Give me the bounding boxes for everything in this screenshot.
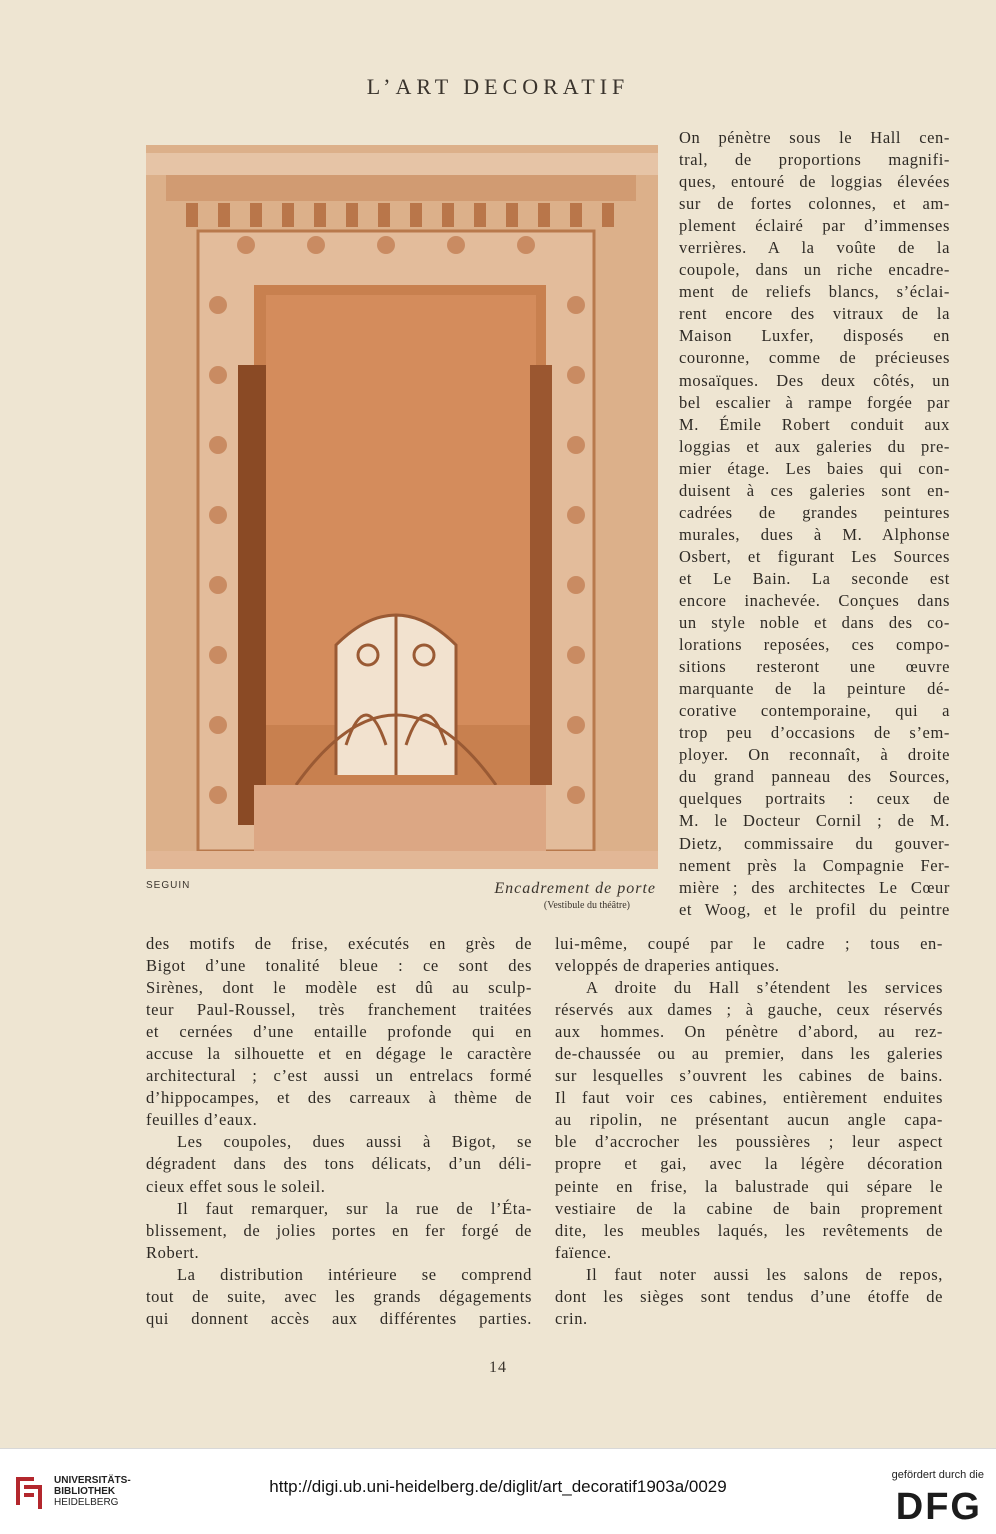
permalink-url[interactable]: http://digi.ub.uni-heidelberg.de/diglit/art_decoratif1903a/0029 [269,1477,727,1496]
text-line: A droite du Hall s’étendent les services [586,978,943,998]
text-line: tout de suite, avec les grands dégagements [146,1286,532,1306]
text-line: dite, les meubles laqués, les revêtements de [555,1220,943,1240]
text-line: bel escalier à rampe forgée par [679,392,950,412]
text-line: architectural ; c’est aussi un entrelacs formé [146,1066,532,1086]
text-line: coupole, dans un riche encadre- [679,260,950,280]
text-line: vestiaire de la cabine de bain proprement [555,1198,943,1218]
text-line: des motifs de frise, exécutés en grès de [146,934,532,953]
running-head: L’ART DECORATIF [366,74,630,99]
text-line: de-chaussée ou au premier, dans les galeries [555,1044,943,1064]
door-frame-illustration [146,145,658,869]
text-line: duisent à ces galeries sont en- [679,480,950,500]
text-line: M. Émile Robert conduit aux [679,414,950,434]
library-name-line: UNIVERSITÄTS- [54,1475,131,1486]
text-line: crin. [555,1308,588,1328]
text-line: ment de reliefs blancs, s’éclai- [679,282,950,302]
text-line: Il faut voir ces cabines, entièrement enduites [555,1088,943,1108]
text-line: murales, dues à M. Alphonse [679,524,950,544]
text-line: corative contemporaine, qui a [679,701,950,721]
text-line: lui-même, coupé par le cadre ; tous en- [555,934,943,953]
text-line: Robert. [146,1242,200,1262]
text-line: et cernées d’une entaille profonde qui en [146,1022,532,1042]
text-line: nement près la Compagnie Fer- [679,855,950,875]
text-line: qui donnent accès aux différentes parties. [146,1308,532,1328]
library-name-line: BIBLIOTHEK [54,1486,116,1497]
text-line: mière ; des architectes Le Cœur [679,877,950,897]
text-line: un style noble et dans des co- [679,613,950,633]
text-line: aux hommes. On pénètre d’abord, au rez- [555,1022,943,1042]
text-line: cadrées de grandes peintures [679,502,950,522]
text-line: faïence. [555,1242,612,1262]
text-line: On pénètre sous le Hall cen- [679,128,950,147]
text-line: mosaïques. Des deux côtés, un [679,370,950,390]
text-line: couronne, comme de précieuses [679,348,950,368]
text-line: blissement, de jolies portes en fer forgé de [146,1220,532,1240]
text-line: encore inachevée. Conçues dans [679,590,950,610]
text-line: tral, de proportions magnifi- [679,150,950,170]
text-line: Sirènes, dont le modèle est dû au sculp- [146,978,532,998]
text-line: ployer. On reconnaît, à droite [679,745,950,765]
text-line: Maison Luxfer, disposés en [679,326,950,346]
text-column-right-bottom [555,933,943,1330]
text-line: dégradent dans des tons délicats, d’un déli- [146,1154,532,1174]
text-line: Il faut remarquer, sur la rue de l’Éta- [177,1198,532,1218]
text-line: Il faut noter aussi les salons de repos, [586,1264,943,1284]
figure-caption-subtitle: (Vestibule du théâtre) [543,900,630,911]
text-line: M. le Docteur Cornil ; de M. [679,811,950,831]
text-line: Bigot d’une tonalité bleue : ce sont des [146,956,532,976]
text-line: feuilles d’eaux. [146,1110,258,1130]
text-line: d’hippocampes, et des carreaux à thème de [146,1088,532,1108]
page-number: 14 [489,1359,507,1376]
text-line: quelques portraits : ceux de [679,789,950,809]
text-line: peinte en frise, la balustrade qui sépare le [555,1176,943,1196]
text-line: plement éclairé par d’immenses [679,216,950,236]
text-column-right-top [679,127,950,921]
text-line: au ripolin, ne présentant aucun angle capa- [555,1110,943,1130]
text-line: cieux effet sous le soleil. [146,1176,326,1196]
photo-credit: SEGUIN [146,880,191,891]
text-line: du grand panneau des Sources, [679,767,950,787]
text-line: veloppés de draperies antiques. [555,956,780,976]
text-line: réservés aux dames ; à gauche, ceux réservés [555,1000,943,1020]
library-name-line: HEIDELBERG [54,1497,119,1508]
text-line: Osbert, et figurant Les Sources [679,546,950,566]
text-line: Dietz, commissaire du gouver- [679,833,950,853]
digitization-footer [0,1448,996,1534]
photo-door-frame [146,145,658,869]
text-line: loggias et aux galeries du pre- [679,436,950,456]
text-line: Les coupoles, dues aussi à Bigot, se [177,1132,532,1152]
text-line: dont les sièges sont tendus d’une étoffe de [555,1286,943,1306]
text-line: trop peu d’occasions de s’em- [679,723,950,743]
text-line: propre et gai, avec la légère décoration [555,1154,943,1174]
text-line: La distribution intérieure se comprend [177,1264,532,1284]
text-column-left [146,933,532,1330]
text-line: teur Paul-Roussel, très franchement traitées [146,1000,532,1020]
text-line: et Le Bain. La seconde est [679,568,950,588]
text-line: verrières. A la voûte de la [679,238,950,258]
text-line: ble d’accrocher les poussières ; leur aspect [555,1132,943,1152]
text-line: mier étage. Les baies qui con- [679,458,950,478]
text-line: sur de fortes colonnes, et am- [679,194,950,214]
text-line: ques, entouré de loggias élevées [679,172,950,192]
text-line: sur lesquelles s’ouvrent les cabines de bains. [555,1066,943,1086]
text-line: accuse la silhouette et en dégage le caractère [146,1044,532,1064]
text-line: rent encore des vitraux de la [679,304,950,324]
text-line: sitions resteront une œuvre [679,657,950,677]
text-line: lorations reposées, ces compo- [679,635,950,655]
dfg-logo: DFG [895,1486,982,1528]
figure-caption: Encadrement de porte [494,880,656,897]
funded-by-label: gefördert durch die [891,1469,984,1481]
text-line: marquante de la peinture dé- [679,679,950,699]
text-line: et Woog, et le profil du peintre [679,899,950,919]
